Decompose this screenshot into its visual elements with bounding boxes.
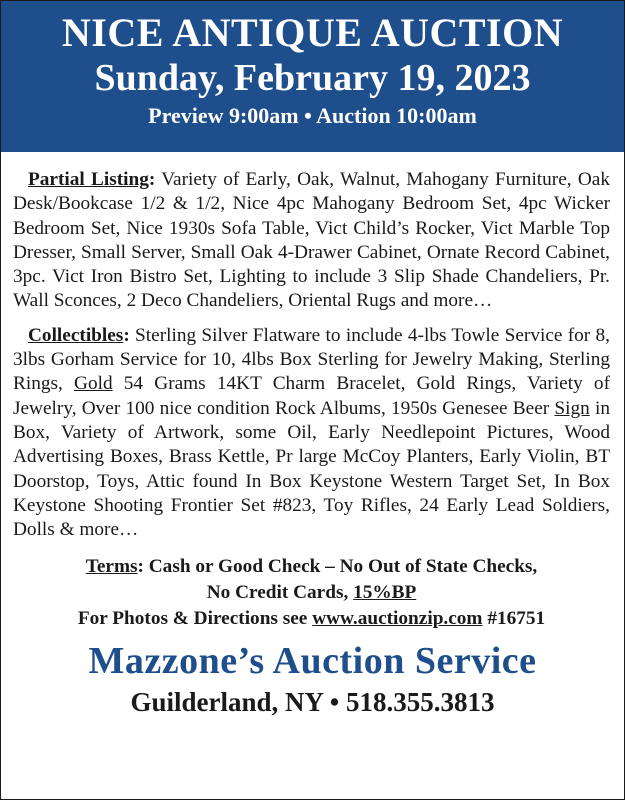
company-name: Mazzone’s Auction Service [88, 640, 537, 683]
collectibles-text-1: Sterling Silver Flatware to include 4-lbs Towle Service for 8, 3lbs Gorham Service for 10, 4lbs Box Sterling for Jewelry Making, Sterling Rings, [13, 324, 610, 395]
collectibles-text-3: in Box, Variety of Artwork, some Oil, Early Needlepoint Pictures, Wood Advertising Boxes, Brass Kettle, Pr large McCoy Planters, Early Violin, BT Doorstop, Toys, Attic found In Box Keystone Western Target Set, In Box Keystone Shooting Frontier Set #823, Toy Rifles, 24 Early Lead Soldiers, Dolls & more… [13, 397, 610, 541]
auctionzip-link[interactable]: www.auctionzip.com [312, 608, 483, 630]
photos-text: For Photos & Directions see [77, 608, 313, 630]
sign-word: Sign [554, 397, 590, 419]
terms-credit: No Credit Cards, [206, 582, 354, 604]
partial-listing-text: Variety of Early, Oak, Walnut, Mahogany Furniture, Oak Desk/Bookcase 1/2 & 1/2, Nice 4pc Mahogany Bedroom Set, 4pc Wicker Bedroom Set, Nice 1930s Sofa Table, Vict Child’s Rocker, Vict Marble Top Dresser, Small Server, Small Oak 4-Drawer Cabinet, Ornate Record Cabinet, 3pc. Vict Iron Bistro Set, Lighting to include 3 Slip Shade Chandeliers, Pr. Wall Sconces, 2 Deco Chandeliers, Oriental Rugs and more… [13, 169, 610, 312]
terms-block [13, 554, 610, 632]
photos-line [13, 606, 610, 632]
partial-listing-label: Partial Listing [28, 169, 149, 190]
buyers-premium: 15%BP [353, 582, 417, 604]
terms-label: Terms [85, 556, 138, 578]
collectibles-label: Collectibles [28, 324, 124, 346]
preview-times: Preview 9:00am • Auction 10:00am [148, 103, 477, 128]
auction-date: Sunday, February 19, 2023 [94, 57, 531, 99]
company-location-phone: Guilderland, NY • 518.355.3813 [130, 687, 495, 718]
header-banner [1, 1, 624, 152]
terms-line-1: Terms: Cash or Good Check – No Out of State Checks, [85, 556, 538, 578]
terms-payment: Cash or Good Check – No Out of State Checks, [143, 556, 538, 578]
terms-line-2 [13, 580, 610, 606]
listing-body [1, 152, 624, 632]
collectibles-text-2: 54 Grams 14KT Charm Bracelet, Gold Rings, Variety of Jewelry, Over 100 nice condition Rock Albums, 1950s Genesee Beer [13, 373, 610, 419]
auctionzip-id: #16751 [482, 608, 546, 630]
partial-listing-paragraph: Partial Listing: Variety of Early, Oak, Walnut, Mahogany Furniture, Oak Desk/Bookcase 1/2 & 1/2, Nice 4pc Mahogany Bedroom Set, 4pc Wicker Bedroom Set, Nice 1930s Sofa Table, Vict Child’s Rocker, Vict Marble Top Dresser, Small Server, Small Oak 4-Drawer Cabinet, Ornate Record Cabinet, 3pc. Vict Iron Bistro Set, Lighting to include 3 Slip Shade Chandeliers, Pr. Wall Sconces, 2 Deco Chandeliers, Oriental Rugs and more… [13, 169, 610, 312]
collectibles-paragraph: Collectibles: Sterling Silver Flatware to include 4-lbs Towle Service for 8, 3lbs Gorham Service for 10, 4lbs Box Sterling for Jewelry Making, Sterling Rings, Gold 54 Grams 14KT Charm Bracelet, Gold Rings, Variety of Jewelry, Over 100 nice condition Rock Albums, 1950s Genesee Beer Sign in Box, Variety of Artwork, some Oil, Early Needlepoint Pictures, Wood Advertising Boxes, Brass Kettle, Pr large McCoy Planters, Early Violin, BT Doorstop, Toys, Attic found In Box Keystone Western Target Set, In Box Keystone Shooting Frontier Set #823, Toy Rifles, 24 Early Lead Soldiers, Dolls & more… [13, 324, 610, 541]
gold-word: Gold [74, 373, 113, 395]
auction-title: NICE ANTIQUE AUCTION [61, 10, 564, 55]
